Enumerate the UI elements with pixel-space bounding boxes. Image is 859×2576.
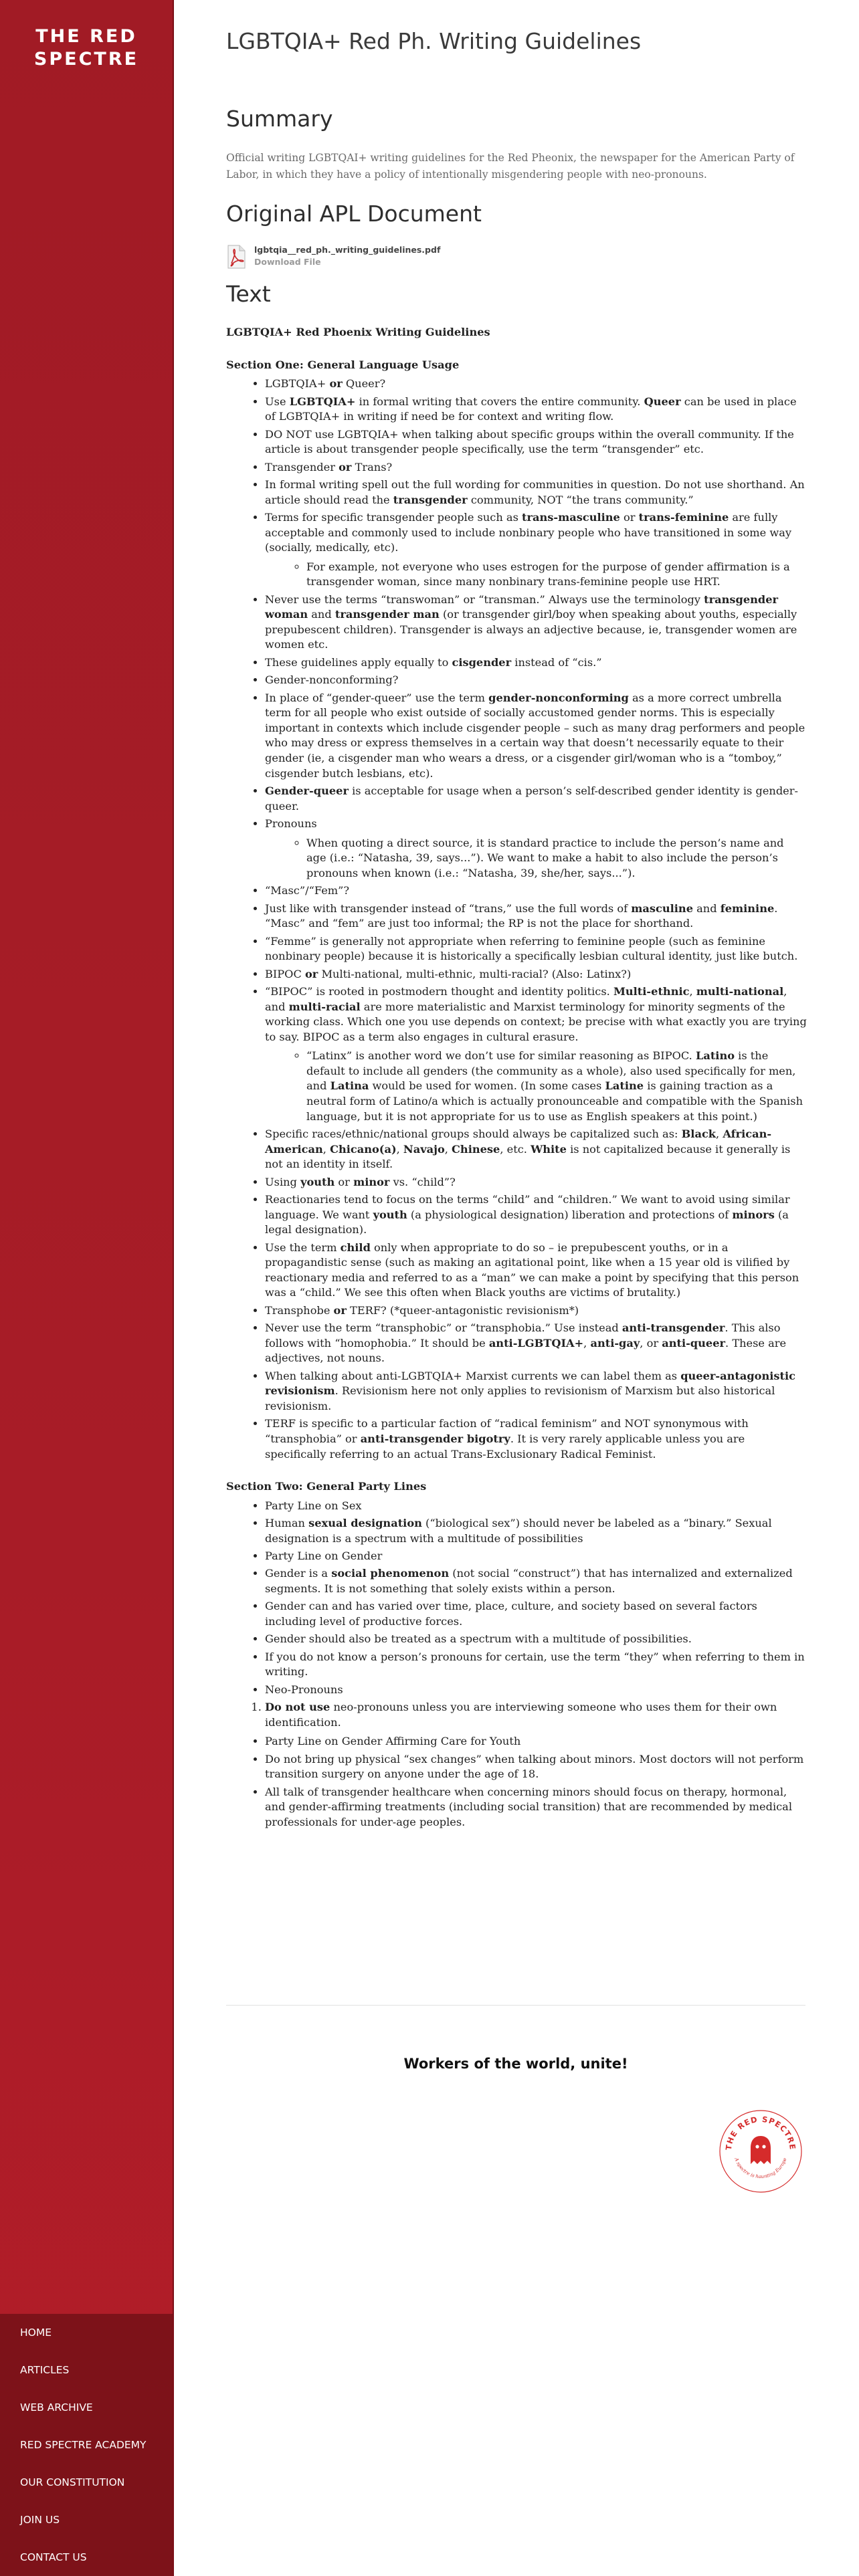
- section-two-list-continued: [226, 1734, 807, 1830]
- list-item: • Party Line on Gender: [265, 1549, 807, 1564]
- emblem-text: THE RED SPECTRE: [723, 2114, 798, 2151]
- list-item: • Gender should also be treated as a spectrum with a multitude of possibilities.: [265, 1632, 807, 1647]
- list-item: • LGBTQIA+ or Queer?: [265, 377, 807, 392]
- section-two-list: [226, 1499, 807, 1698]
- footer-divider: [226, 2005, 805, 2006]
- list-item: • TERF is specific to a particular faction of “radical feminism” and NOT synonymous with “transphobia” or anti-transgender bigotry. It is very rarely applicable unless you are specifically referring to an actual Trans-Exclusionary Radical Feminist.: [265, 1416, 807, 1462]
- nav-home[interactable]: HOME: [20, 2327, 52, 2339]
- page-title: LGBTQIA+ Red Ph. Writing Guidelines: [226, 28, 642, 54]
- section-two-ordered-list: [226, 1700, 807, 1730]
- list-item: • Gender-nonconforming?: [265, 673, 807, 688]
- list-item: • Just like with transgender instead of “trans,” use the full words of masculine and feminine. “Masc” and “fem” are just too informal; the RP is not the place for shorthand.: [265, 901, 807, 932]
- list-item: • DO NOT use LGBTQIA+ when talking about specific groups within the overall community. If the article is about transgender people specifically, use the term “transgender” etc.: [265, 427, 807, 457]
- list-item: • Gender is a social phenomenon (not social “construct”) that has internalized and externalized segments. It is not something that solely exists within a person.: [265, 1566, 807, 1596]
- summary-text: Official writing LGBTQAI+ writing guidelines for the Red Pheonix, the newspaper for the American Party of Labor, in which they have a policy of intentionally misgendering people with neo-pronouns.: [226, 152, 795, 181]
- list-item: • “Femme” is generally not appropriate when referring to feminine people (such as feminine nonbinary people) because it is historically a specifically lesbian cultural identity, just like butch.: [265, 934, 807, 964]
- list-item: • Neo-Pronouns: [265, 1683, 807, 1698]
- summary-heading: Summary: [226, 106, 333, 132]
- site-title-line-2: SPECTRE: [33, 49, 139, 70]
- sub-list-item: ◦ “Latinx” is another word we don’t use for similar reasoning as BIPOC. Latino is the default to include all genders (the community as a whole), also used specifically for men, and Latina would be used for women. (In some cases Latine is gaining traction as a neutral form of Latino/a which is actually pronounceable and compatible with the Spanish language, but it is not appropriate for us to use as English speakers at this point.): [306, 1049, 807, 1124]
- list-item: • “Masc”/“Fem”?: [265, 883, 807, 899]
- list-item: • Specific races/ethnic/national groups should always be capitalized such as: Black, African-American, Chicano(a), Navajo, Chinese, etc. White is not capitalized because it generally is not an identity in itself.: [265, 1127, 807, 1172]
- list-item: • Never use the term “transphobic” or “transphobia.” Use instead anti-transgender. This also follows with “homophobia.” It should be anti-LGBTQIA+, anti-gay, or anti-queer. These are adjectives, not nouns.: [265, 1321, 807, 1366]
- nav-articles[interactable]: ARTICLES: [20, 2364, 70, 2376]
- list-item: • Human sexual designation (“biological sex”) should never be labeled as a “binary.” Sexual designation is a spectrum with a multitude of possibilities: [265, 1516, 807, 1546]
- pdf-file-icon[interactable]: [226, 245, 246, 269]
- list-item: • Use LGBTQIA+ in formal writing that covers the entire community. Queer can be used in place of LGBTQIA+ in writing if need be for context and writing flow.: [265, 395, 807, 425]
- footer-slogan: Workers of the world, unite!: [403, 2056, 628, 2072]
- list-item: • Reactionaries tend to focus on the terms “child” and “children.” We want to avoid using similar language. We want youth (a physiological designation) liberation and protections of minors (a legal designation).: [265, 1192, 807, 1238]
- sub-list-item: ◦ When quoting a direct source, it is standard practice to include the person’s name and age (i.e.: “Natasha, 39, says...”). We want to make a habit to also include the person’s pronouns when known (i.e.: “Natasha, 39, she/her, says...”).: [306, 836, 807, 881]
- list-item: • Gender can and has varied over time, place, culture, and society based on several factors including level of productive forces.: [265, 1599, 807, 1629]
- list-item: • All talk of transgender healthcare when concerning minors should focus on therapy, hormonal, and gender-affirming treatments (including social transition) that are recommended by medical professionals for under-age peoples.: [265, 1785, 807, 1830]
- text-heading: Text: [226, 281, 271, 307]
- list-item: • Party Line on Gender Affirming Care for Youth: [265, 1734, 807, 1749]
- list-item: • Pronouns ◦ When quoting a direct source, it is standard practice to include the person’s name and age (i.e.: “Natasha, 39, says...”). We want to make a habit to also include the person’s pronouns when known (i.e.: “Natasha, 39, she/her, says...”).: [265, 817, 807, 881]
- list-item: • Terms for specific transgender people such as trans-masculine or trans-feminine are fully acceptable and commonly used to include nonbinary people who have transitioned in some way (socially, medically, etc). ◦ For example, not everyone who uses estrogen for the purpose of gender affirmation is a transgender woman, since many nonbinary trans-feminine people use HRT.: [265, 510, 807, 590]
- list-item: • Transgender or Trans?: [265, 460, 807, 475]
- list-item: • Transphobe or TERF? (*queer-antagonistic revisionism*): [265, 1303, 807, 1319]
- download-file-link[interactable]: Download File: [254, 257, 321, 267]
- original-document-heading: Original APL Document: [226, 201, 482, 227]
- list-item: • Gender-queer is acceptable for usage when a person’s self-described gender identity is gender-queer.: [265, 784, 807, 814]
- list-item: • Do not bring up physical “sex changes” when talking about minors. Most doctors will not perform transition surgery on anyone under the age of 18.: [265, 1752, 807, 1782]
- list-item: • In place of “gender-queer” use the term gender-nonconforming as a more correct umbrella term for all people who exist outside of socially accustomed gender norms. This is especially important in contexts which include cisgender people – such as many drag performers and people who may dress or express themselves in a certain way that doesn’t necessarily equate to their gender (ie, a cisgender man who wears a dress, or a cisgender girl/woman who is a “tomboy,” cisgender butch lesbians, etc).: [265, 691, 807, 782]
- list-item: • Party Line on Sex: [265, 1499, 807, 1514]
- sub-list: [265, 1049, 807, 1124]
- sub-list: [265, 560, 807, 590]
- ordered-list-item: 1. Do not use neo-pronouns unless you are interviewing someone who uses them for their own identification.: [265, 1700, 807, 1730]
- section-one-list: [226, 377, 807, 1462]
- ghost-icon: [751, 2136, 771, 2164]
- site-title-line-1: THE RED: [35, 26, 137, 47]
- emblem-tagline: A spectre is haunting Europe: [733, 2157, 788, 2180]
- list-item: • “BIPOC” is rooted in postmodern thought and identity politics. Multi-ethnic, multi-national, and multi-racial are more materialistic and Marxist terminology for minority segments of the working class. Which one you use depends on context; be precise with what exactly you are trying to say. BIPOC as a term also engages in cultural erasure. ◦ “Latinx” is another word we don’t use for similar reasoning as BIPOC. Latino is the default to include all genders (the community as a whole), also used specifically for men, and Latina would be used for women. (In some cases Latine is gaining traction as a neutral form of Latino/a which is actually pronounceable and compatible with the Spanish language, but it is not appropriate for us to use as English speakers at this point.): [265, 984, 807, 1124]
- nav-contact-us[interactable]: CONTACT US: [20, 2551, 87, 2563]
- sub-list: [265, 836, 807, 881]
- list-item: • In formal writing spell out the full wording for communities in question. Do not use shorthand. An article should read the transgender community, NOT “the trans community.”: [265, 477, 807, 508]
- section-one-title: Section One: General Language Usage: [226, 358, 460, 371]
- list-item: • Using youth or minor vs. “child”?: [265, 1175, 807, 1190]
- file-name-link[interactable]: lgbtqia__red_ph._writing_guidelines.pdf: [254, 245, 441, 255]
- red-spectre-emblem: [716, 2107, 805, 2196]
- main-nav: [0, 2314, 173, 2576]
- sidebar: [0, 0, 174, 2576]
- nav-our-constitution[interactable]: OUR CONSTITUTION: [20, 2476, 125, 2488]
- list-item: • BIPOC or Multi-national, multi-ethnic, multi-racial? (Also: Latinx?): [265, 967, 807, 982]
- nav-join-us[interactable]: JOIN US: [20, 2514, 60, 2526]
- list-item: • When talking about anti-LGBTQIA+ Marxist currents we can label them as queer-antagonistic revisionism. Revisionism here not only applies to revisionism of Marxism but also historical revisionism.: [265, 1369, 807, 1414]
- nav-red-spectre-academy[interactable]: RED SPECTRE ACADEMY: [20, 2439, 147, 2451]
- list-item: • Use the term child only when appropriate to do so – ie prepubescent youths, or in a propagandistic sense (such as making an agitational point, like when a 15 year old is vilified by reactionary media and referred to as a “man” we can make a point by specifying that this person was a “child.” We see this often when Black youths are victims of brutality.): [265, 1241, 807, 1301]
- list-item: • Never use the terms “transwoman” or “transman.” Always use the terminology transgender woman and transgender man (or transgender girl/boy when speaking about youths, especially prepubescent children). Transgender is always an adjective because, ie, transgender women are women etc.: [265, 593, 807, 653]
- list-item: • These guidelines apply equally to cisgender instead of “cis.”: [265, 655, 807, 671]
- list-item: • If you do not know a person’s pronouns for certain, use the term “they” when referring to them in writing.: [265, 1650, 807, 1680]
- document-title: LGBTQIA+ Red Phoenix Writing Guidelines: [226, 326, 490, 338]
- sub-list-item: ◦ For example, not everyone who uses estrogen for the purpose of gender affirmation is a transgender woman, since many nonbinary trans-feminine people use HRT.: [306, 560, 807, 590]
- nav-web-archive[interactable]: WEB ARCHIVE: [20, 2401, 93, 2413]
- section-two-title: Section Two: General Party Lines: [226, 1480, 427, 1493]
- document-text: [226, 325, 807, 1832]
- site-title[interactable]: [0, 25, 173, 71]
